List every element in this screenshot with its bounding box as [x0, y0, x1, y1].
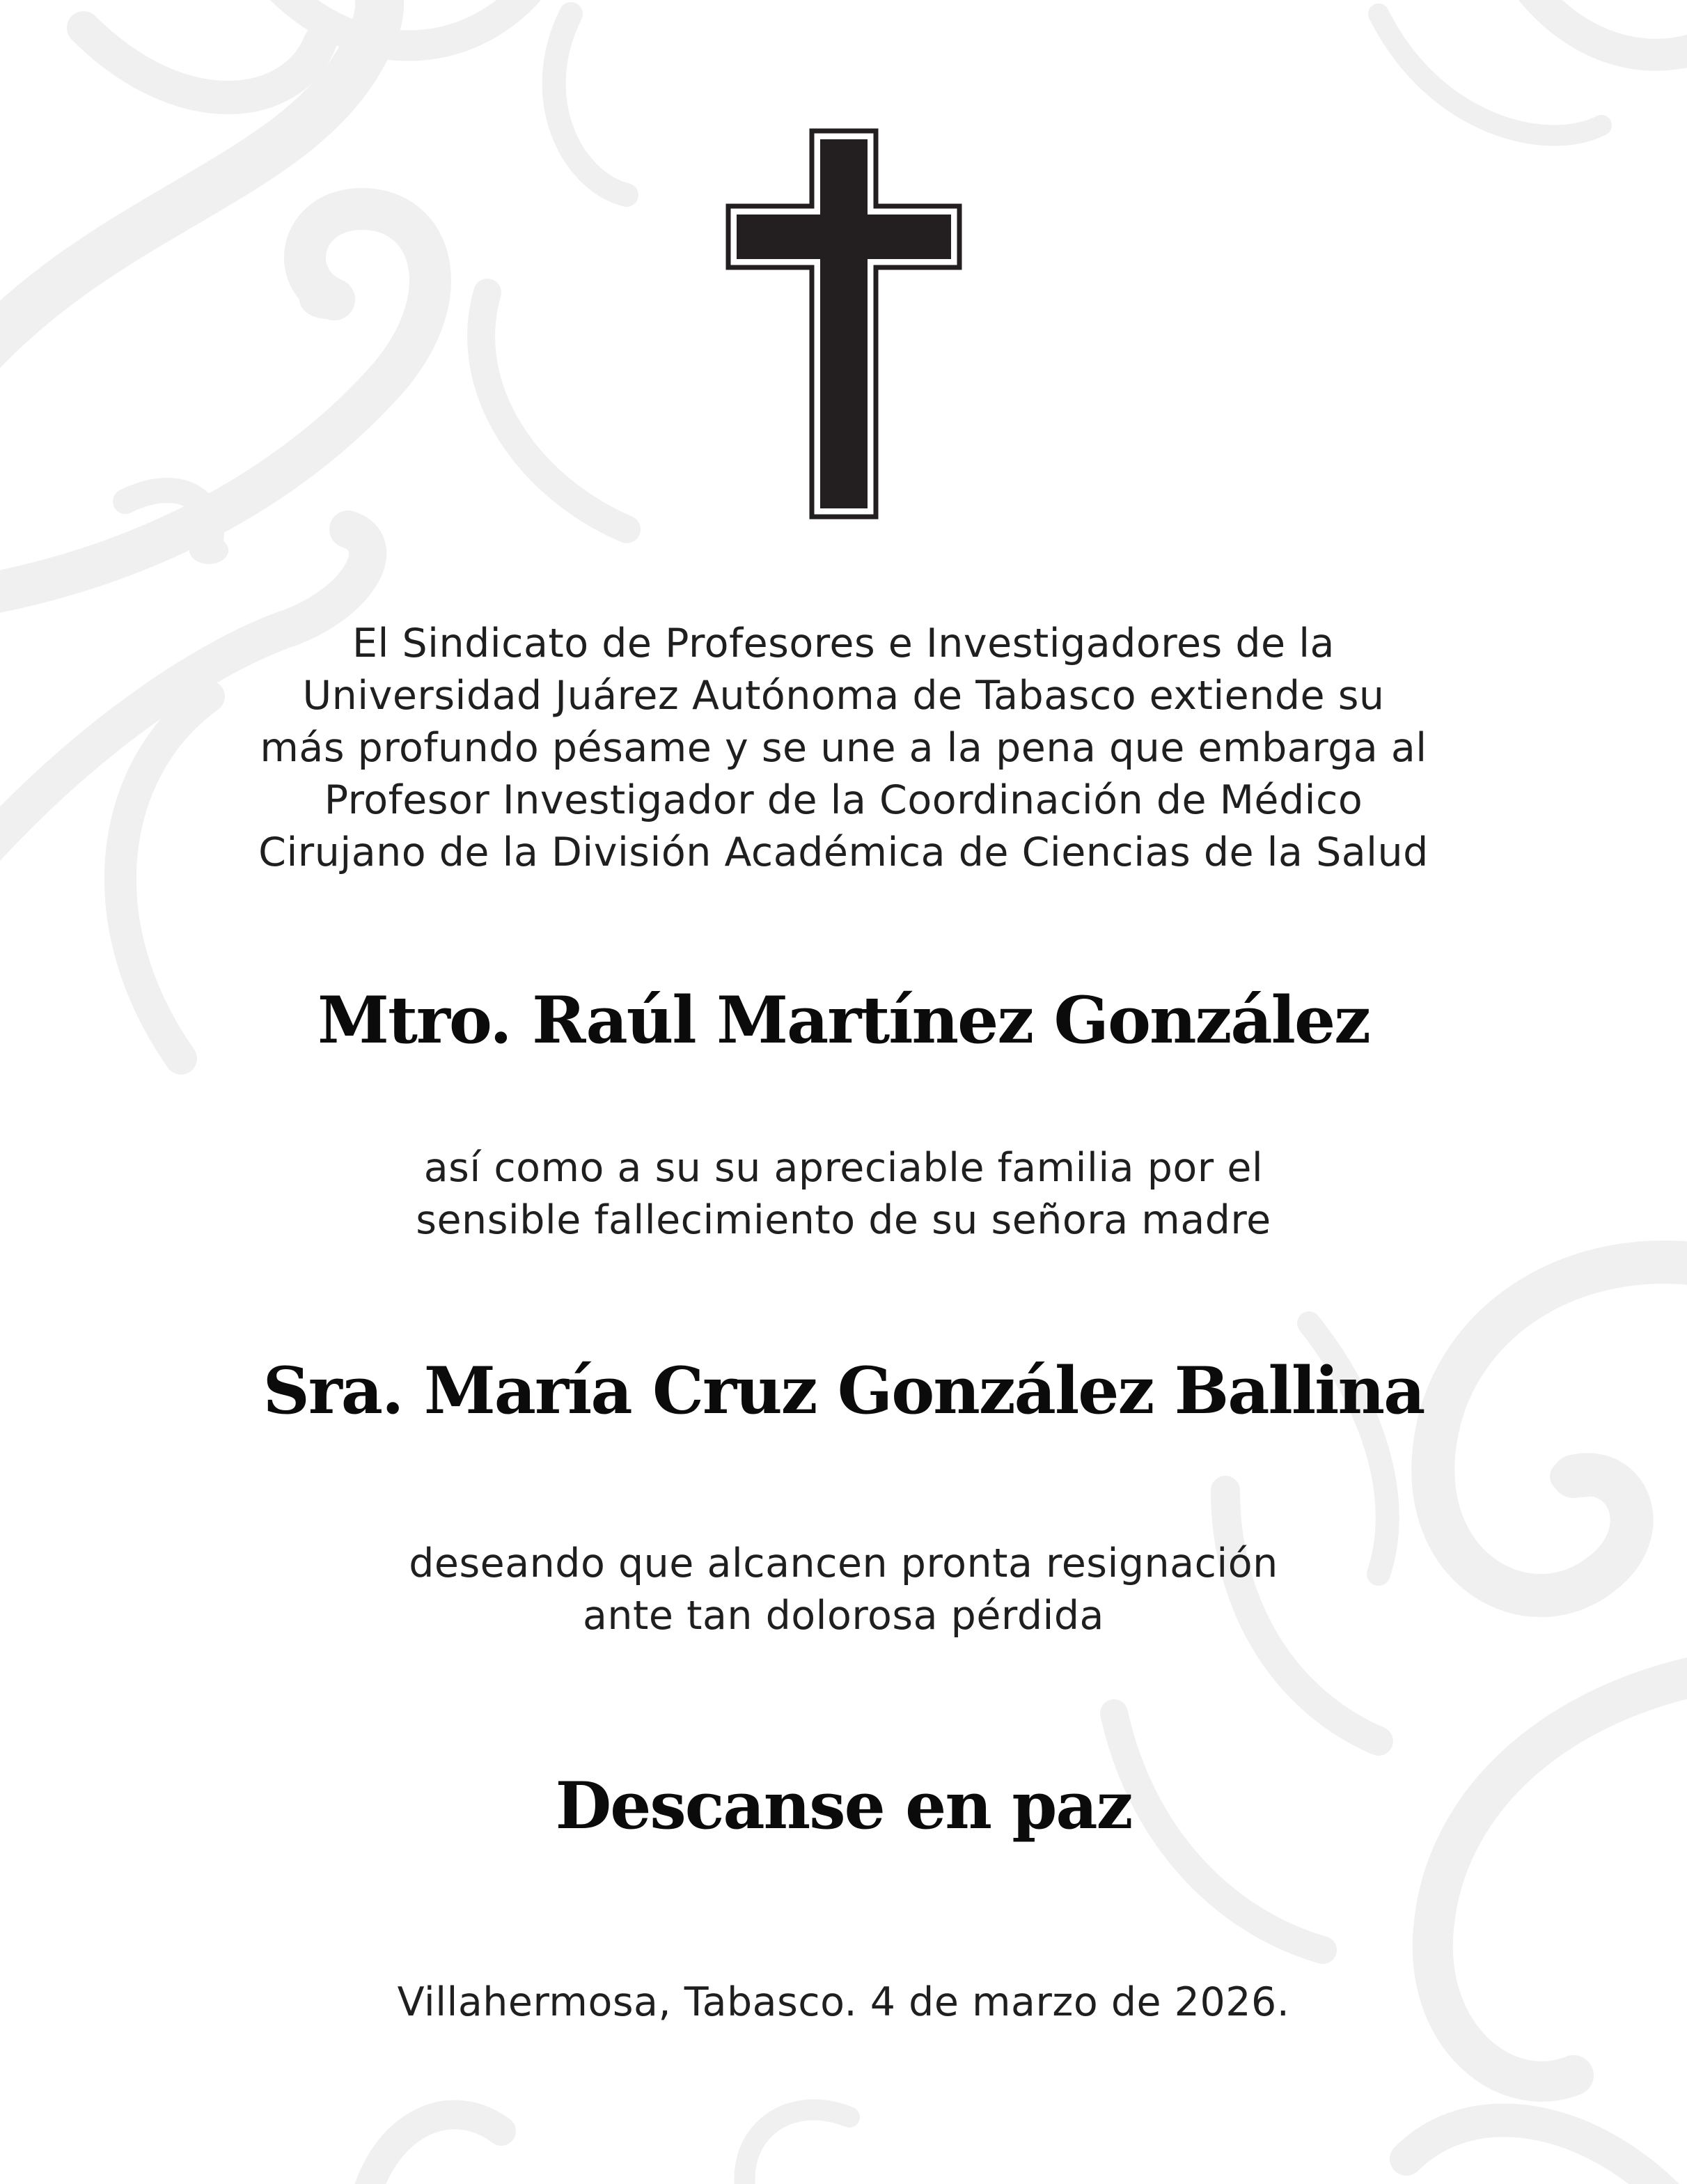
- deceased-name: Sra. María Cruz González Ballina: [262, 1352, 1425, 1428]
- condolence-paragraph: [0, 1142, 1687, 1247]
- intro-line: Profesor Investigador de la Coordinación de Médico: [324, 777, 1363, 823]
- wish-line: deseando que alcancen pronta resignación: [409, 1540, 1278, 1586]
- intro-paragraph: [0, 618, 1687, 879]
- latin-cross-icon: [725, 128, 962, 520]
- intro-line: Cirujano de la División Académica de Ciencias de la Salud: [258, 829, 1429, 875]
- wish-paragraph: [0, 1538, 1687, 1642]
- condolence-line: sensible fallecimiento de su señora madre: [416, 1197, 1271, 1243]
- closing-phrase: Descanse en paz: [555, 1768, 1132, 1843]
- intro-line: más profundo pésame y se une a la pena que embarga al: [260, 725, 1427, 771]
- intro-line: El Sindicato de Profesores e Investigadores de la: [352, 621, 1335, 666]
- condolence-line: así como a su su apreciable familia por el: [423, 1145, 1264, 1191]
- place-date: Villahermosa, Tabasco. 4 de marzo de 2026.: [397, 1979, 1290, 2025]
- intro-line: Universidad Juárez Autónoma de Tabasco extiende su: [302, 673, 1385, 719]
- wish-line: ante tan dolorosa pérdida: [583, 1593, 1104, 1639]
- honoree-name: Mtro. Raúl Martínez González: [317, 982, 1370, 1058]
